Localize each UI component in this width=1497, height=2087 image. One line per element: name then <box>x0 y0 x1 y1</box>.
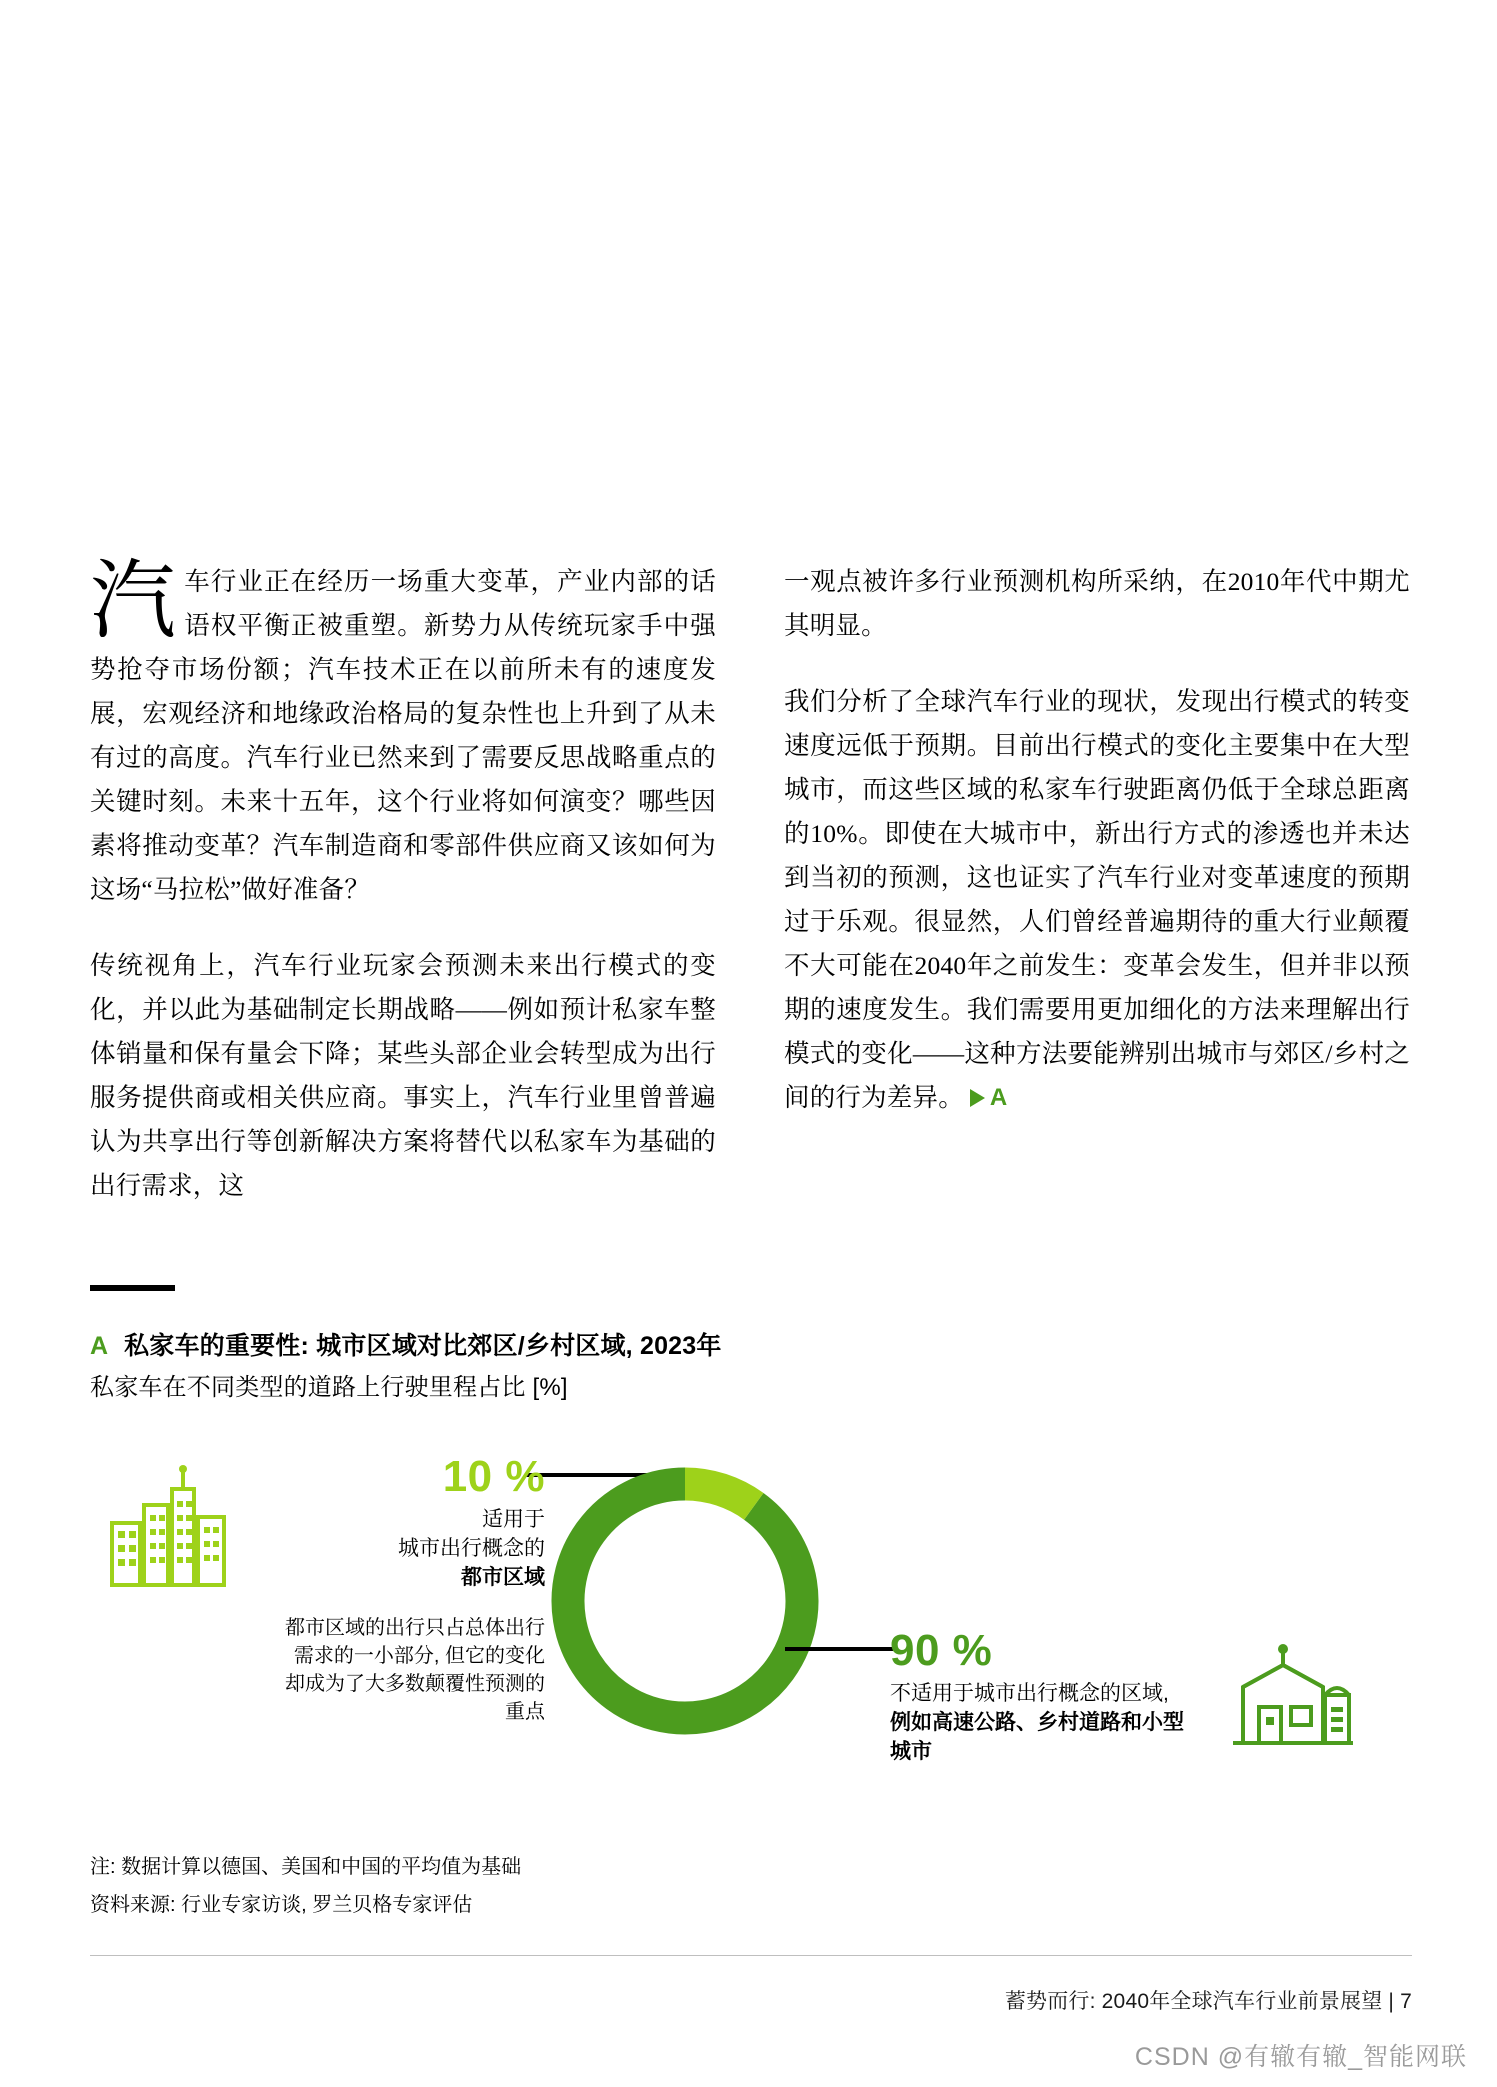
figure-footnotes <box>90 1848 1410 1924</box>
callout-10-percent <box>280 1453 545 1726</box>
callout-10-line-2: 城市出行概念的 <box>398 1537 545 1560</box>
callout-90-percent <box>890 1627 1190 1766</box>
paragraph-right-1: 一观点被许多行业预测机构所采纳，在2010年代中期尤其明显。 <box>784 567 1410 640</box>
paragraph-left-2: 传统视角上，汽车行业玩家会预测未来出行模式的变化，并以此为基础制定长期战略——例如预计私家车整体销量和保有量会下降；某些头部企业会转型成为出行服务提供商或相关供应商。事实上，汽车行业里曾普遍认为共享出行等创新解决方案将替代以私家车为基础的出行需求，这 <box>90 951 716 1200</box>
paragraph-left-1 <box>90 553 716 912</box>
watermark: CSDN @有辙有辙_智能网联 <box>1134 2043 1467 2071</box>
figure-title-row <box>90 1329 1410 1363</box>
city-skyline-icon <box>108 1465 228 1595</box>
article-column-right <box>784 560 1410 1208</box>
figure-title: 私家车的重要性: 城市区域对比郊区/乡村区域, 2023年 <box>124 1332 722 1360</box>
footnote-note: 注: 数据计算以德国、美国和中国的平均值为基础 <box>90 1856 522 1878</box>
callout-90-emphasis: 例如高速公路、乡村道路和小型城市 <box>890 1711 1184 1763</box>
page-footer: 蓄势而行: 2040年全球汽车行业前景展望 | 7 <box>1004 1990 1412 2013</box>
callout-10-emphasis: 都市区域 <box>461 1566 545 1589</box>
farm-barn-icon <box>1225 1631 1355 1756</box>
leader-line-90 <box>785 1647 893 1651</box>
figure-block <box>90 1285 1410 1841</box>
figure-subtitle: 私家车在不同类型的道路上行驶里程占比 [%] <box>90 1374 568 1401</box>
paragraph-right-2 <box>784 680 1410 1120</box>
paragraph-right-2-text: 我们分析了全球汽车行业的现状，发现出行模式的转变速度远低于预期。目前出行模式的变化主要集中在大型城市，而这些区域的私家车行驶距离仍低于全球总距离的10%。即使在大城市中，新出行方式的渗透也并未达到当初的预测，这也证实了汽车行业对变革速度的预期过于乐观。很显然，人们曾经普遍期待的重大行业颠覆不大可能在2040年之前发生：变革会发生，但并非以预期的速度发生。我们需要用更加细化的方法来理解出行模式的变化——这种方法要能辨别出城市与郊区/乡村之间的行为差异。 <box>784 687 1410 1112</box>
value-10-percent: 10 % <box>442 1452 545 1501</box>
donut-chart <box>90 1451 1410 1841</box>
article-column-left <box>90 553 716 1208</box>
figure-letter: A <box>90 1332 109 1360</box>
article-body <box>90 553 1410 1208</box>
callout-10-line-1: 适用于 <box>482 1508 545 1531</box>
callout-10-note: 都市区域的出行只占总体出行需求的一小部分, 但它的变化却成为了大多数颠覆性预测的重点 <box>285 1617 545 1723</box>
callout-90-normal: 不适用于城市出行概念的区域, <box>890 1682 1169 1705</box>
play-triangle-icon <box>970 1089 985 1107</box>
footnote-source: 资料来源: 行业专家访谈, 罗兰贝格专家评估 <box>90 1894 473 1916</box>
figure-top-rule <box>90 1285 175 1291</box>
donut-graphic <box>535 1451 835 1751</box>
value-90-percent: 90 % <box>890 1626 993 1675</box>
callout-10-description <box>280 1505 545 1592</box>
figure-reference-letter: A <box>989 1084 1008 1111</box>
figure-reference-marker <box>970 1086 1008 1110</box>
paragraph-left-1-text: 车行业正在经历一场重大变革，产业内部的话语权平衡正被重塑。新势力从传统玩家手中强势抢夺市场份额；汽车技术正在以前所未有的速度发展，宏观经济和地缘政治格局的复杂性也上升到了从未有过的高度。汽车行业已然来到了需要反思战略重点的关键时刻。未来十五年，这个行业将如何演变？哪些因素将推动变革？汽车制造商和零部件供应商又该如何为这场“马拉松”做好准备？ <box>90 567 716 904</box>
footer-divider <box>90 1955 1412 1956</box>
callout-90-description <box>890 1679 1190 1766</box>
drop-cap: 汽 <box>90 553 177 649</box>
